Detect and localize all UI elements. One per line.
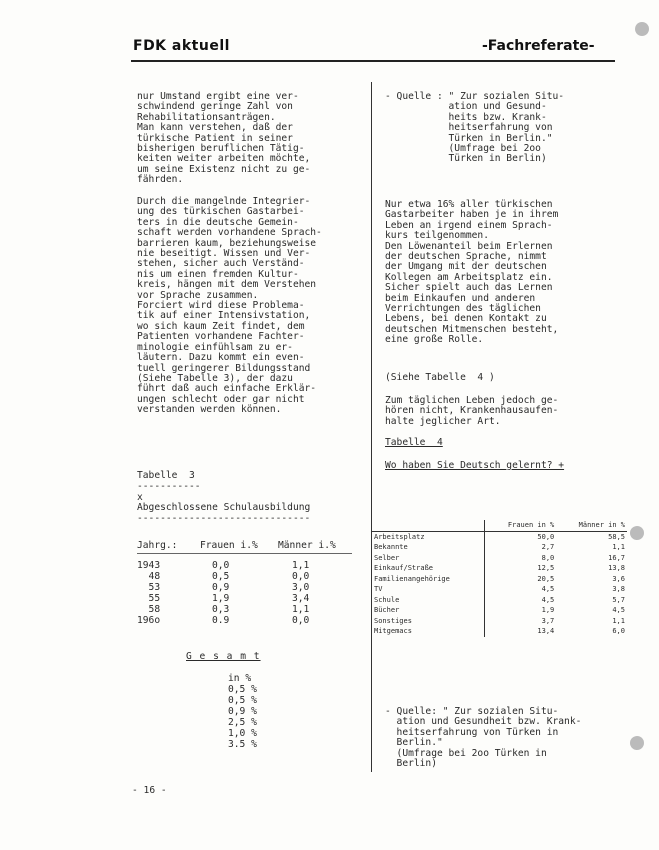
column-divider	[371, 82, 372, 772]
table3-cell: 0,5	[212, 571, 230, 582]
table4-cell: 12,5	[485, 563, 556, 574]
text-line: beim Einkaufen und anderen	[385, 292, 536, 304]
table3-cell: 1,1	[292, 560, 310, 571]
table3-total-value: 0,9 %	[228, 706, 257, 717]
table3-header-rule	[137, 553, 352, 554]
table3-marker: x	[137, 492, 143, 503]
text-line: keiten weiter arbeiten möchte,	[137, 153, 311, 165]
table3-cell: 196o	[137, 615, 161, 626]
text-line: der deutschen Sprache, nimmt	[385, 251, 547, 263]
table4-cell: 4,5	[485, 584, 556, 595]
text-line: Forciert wird diese Problema-	[137, 300, 305, 312]
table3-cell: 1,9	[212, 593, 230, 604]
text-line: Durch die mangelnde Integrier-	[137, 196, 311, 207]
quote-line: (Umfrage bei 2oo Türken in	[385, 747, 547, 759]
table4-header-cell: Männer in %	[556, 520, 627, 531]
text-line: Rehabilitationsanträgen.	[137, 111, 276, 123]
text-line: schaft werden vorhandene Sprach-	[137, 227, 322, 239]
right-paragraph-2	[385, 396, 558, 427]
table4-cell: 3,7	[485, 616, 556, 627]
text-line: Patienten vorhandene Fachter-	[137, 331, 305, 343]
table3-header-year: Jahrg.:	[137, 540, 178, 551]
quote-line: heits bzw. Krank-	[385, 111, 547, 123]
text-line: nis um einen fremden Kultur-	[137, 268, 299, 280]
text-line: Sicher spielt auch das Lernen	[385, 282, 553, 294]
table3-cell: 3,0	[292, 582, 310, 593]
table4-cell: 16,7	[608, 553, 625, 562]
table3-dashes: -----------	[137, 481, 201, 492]
table4-cell: 2,7	[485, 542, 556, 553]
table3-total-value: 1,0 %	[228, 728, 257, 739]
table3-cell: 48	[137, 571, 161, 582]
punch-hole-middle	[630, 526, 644, 540]
text-line: der Umgang mit der deutschen	[385, 261, 547, 273]
table4-cell: Mitgemacs	[374, 627, 412, 636]
table4-cell: 8,0	[485, 553, 556, 564]
table3-cell: 0.9	[212, 615, 230, 626]
punch-hole-top	[635, 22, 649, 36]
table4-cell: Bekannte	[374, 543, 408, 552]
table3-total-value: 3.5 %	[228, 739, 257, 750]
text-line: wo sich kaum Zeit findet, dem	[137, 320, 305, 332]
text-line: kurs teilgenommen.	[385, 230, 489, 242]
table4-cell: 50,0	[485, 531, 556, 542]
text-line: stehen, sicher auch Verständ-	[137, 258, 305, 270]
table3-header-women: Frauen i.%	[200, 540, 258, 551]
table4-cell: Arbeitsplatz	[374, 532, 425, 541]
table4-cell: 3,6	[612, 574, 625, 583]
right-see-table-note: (Siehe Tabelle 4 )	[385, 372, 495, 383]
text-line: (Siehe Tabelle 3), der dazu	[137, 372, 293, 384]
table4-header-cell	[372, 520, 485, 531]
text-line: Gastarbeiter haben je in ihrem	[385, 209, 559, 221]
table3-cell: 53	[137, 582, 161, 593]
text-line: Den Löwenanteil beim Erlernen	[385, 240, 553, 252]
quote-line: (Umfrage bei 2oo	[385, 143, 541, 155]
table-row	[372, 595, 627, 606]
table4-cell: 13,8	[608, 564, 625, 573]
quote-line: ation und Gesundheit bzw. Krank-	[385, 716, 582, 728]
table4-cell: 20,5	[485, 574, 556, 585]
text-line: um seine Existenz nicht zu ge-	[137, 163, 311, 175]
table-row	[372, 563, 627, 574]
text-line: halte jeglicher Art.	[385, 415, 501, 427]
page-number: - 16 -	[132, 785, 167, 796]
table4-cell: 13,4	[485, 626, 556, 637]
table3-total-value: 0,5 %	[228, 684, 257, 695]
quote-line: - Quelle : " Zur sozialen Situ-	[385, 91, 565, 102]
table4-cell: 4,5	[485, 595, 556, 606]
right-paragraph-1	[385, 200, 558, 346]
text-line: bisherigen beruflichen Tätig-	[137, 143, 305, 155]
left-paragraph-1	[137, 92, 310, 186]
text-line: Kollegen am Arbeitsplatz ein.	[385, 271, 553, 283]
punch-hole-lower	[630, 736, 644, 750]
table4-title: Tabelle 4	[385, 437, 443, 448]
table3-cell: 0,0	[212, 560, 230, 571]
text-line: vor Sprache zusammen.	[137, 289, 259, 301]
right-quote-1	[385, 92, 564, 165]
table4-header-cell: Frauen in %	[485, 520, 556, 531]
text-line: verstanden werden können.	[137, 404, 282, 416]
quote-line: Berlin."	[385, 737, 443, 749]
table4-cell: 4,5	[612, 606, 625, 615]
text-line: Zum täglichen Leben jedoch ge-	[385, 395, 559, 406]
quote-line: heitserfahrung von	[385, 122, 553, 134]
table3-cell: 0,0	[292, 571, 310, 582]
table4-cell: 3,8	[612, 585, 625, 594]
text-line: ters in die deutsche Gemein-	[137, 216, 299, 228]
table-row	[372, 553, 627, 564]
quote-line: Türken in Berlin."	[385, 132, 553, 144]
table3-cell: 55	[137, 593, 161, 604]
table4-cell: Bücher	[374, 606, 400, 615]
table4-cell: 1,1	[612, 616, 625, 625]
table-row	[372, 531, 627, 542]
table4-cell: Familienangehörige	[374, 574, 450, 583]
table3-total-value: 2,5 %	[228, 717, 257, 728]
table3-cell: 0,9	[212, 582, 230, 593]
quote-line: ation und Gesund-	[385, 101, 547, 113]
text-line: tik auf einer Intensivstation,	[137, 310, 311, 322]
text-line: ung des türkischen Gastarbei-	[137, 206, 305, 218]
text-line: führt daß auch einfache Erklär-	[137, 383, 317, 395]
table4-cell: Selber	[374, 553, 400, 562]
quote-line: - Quelle: " Zur sozialen Situ-	[385, 706, 559, 717]
table3-cell: 0,3	[212, 604, 230, 615]
text-line: eine große Rolle.	[385, 334, 484, 346]
table3-cell: 58	[137, 604, 161, 615]
table4-survey	[372, 520, 627, 637]
text-line: läutern. Dazu kommt ein even-	[137, 352, 305, 364]
table3-total-unit: in %	[228, 673, 252, 684]
table-row	[372, 626, 627, 637]
table3-title: Tabelle 3	[137, 470, 195, 481]
table4-cell: 58,5	[608, 532, 625, 541]
table-row	[372, 616, 627, 627]
text-line: fährden.	[137, 174, 184, 186]
text-line: hören nicht, Krankenhausaufen-	[385, 405, 559, 417]
header-rule	[131, 60, 615, 62]
table4-question: Wo haben Sie Deutsch gelernt? +	[385, 460, 565, 471]
text-line: minologie einfühlsam zu er-	[137, 341, 293, 353]
text-line: ungen schlecht oder gar nicht	[137, 393, 305, 405]
left-paragraph-2	[137, 197, 322, 416]
table3-total-label: G e s a m t	[186, 651, 261, 662]
table3-cell: 3,4	[292, 593, 310, 604]
header-title-left: FDK aktuell	[133, 38, 230, 54]
table4-cell: TV	[374, 585, 383, 594]
table-row	[372, 584, 627, 595]
table4-cell: Schule	[374, 595, 400, 604]
table3-dashes-2: ------------------------------	[137, 513, 311, 524]
text-line: barrieren kaum, beziehungsweise	[137, 237, 317, 249]
table4-cell: 6,0	[612, 627, 625, 636]
table3-cell: 1,1	[292, 604, 310, 615]
text-line: Man kann verstehen, daß der	[137, 122, 293, 134]
quote-line: Türken in Berlin)	[385, 153, 547, 165]
table4-cell: 5,7	[612, 595, 625, 604]
text-line: nur Umstand ergibt eine ver-	[137, 91, 299, 102]
table3-total-value: 0,5 %	[228, 695, 257, 706]
text-line: Leben an irgend einem Sprach-	[385, 219, 553, 231]
table3-subtitle: Abgeschlossene Schulausbildung	[137, 502, 311, 513]
table3-header-men: Männer i.%	[278, 540, 336, 551]
text-line: tuell geringerer Bildungsstand	[137, 362, 311, 374]
right-quote-2	[385, 707, 581, 769]
table3-cell: 0,0	[292, 615, 310, 626]
table4-cell: Einkauf/Straße	[374, 564, 434, 573]
text-line: nie beseitigt. Wissen und Ver-	[137, 248, 311, 260]
table4-cell: 1,9	[485, 605, 556, 616]
text-line: schwindend geringe Zahl von	[137, 101, 293, 113]
header-title-right: -Fachreferate-	[482, 38, 595, 54]
text-line: türkische Patient in seiner	[137, 132, 293, 144]
quote-line: Berlin)	[385, 758, 437, 770]
text-line: Verrichtungen des täglichen	[385, 303, 541, 315]
table3-cell: 1943	[137, 560, 161, 571]
table-row	[372, 574, 627, 585]
table4-cell: 1,1	[612, 543, 625, 552]
table-row	[372, 542, 627, 553]
text-line: Lebens, bei denen Kontakt zu	[385, 313, 547, 325]
quote-line: heitserfahrung von Türken in	[385, 726, 559, 738]
text-line: kreis, hängen mit dem Verstehen	[137, 279, 317, 291]
text-line: Nur etwa 16% aller türkischen	[385, 199, 553, 210]
table-row	[372, 605, 627, 616]
table4-cell: Sonstiges	[374, 616, 412, 625]
text-line: deutschen Mitmenschen besteht,	[385, 323, 559, 335]
